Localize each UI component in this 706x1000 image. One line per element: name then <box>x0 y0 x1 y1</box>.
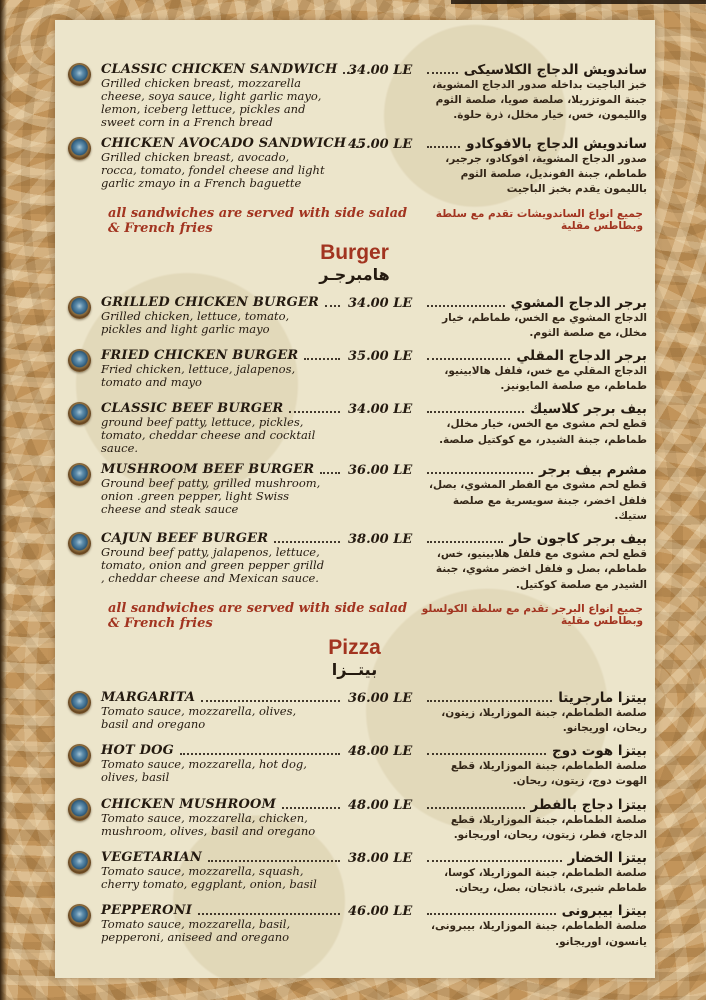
dotted-leader <box>201 700 340 702</box>
item-english-block <box>101 850 343 896</box>
item-arabic-block <box>425 401 647 455</box>
serving-note-row <box>62 205 647 236</box>
restaurant-seal-icon <box>68 402 91 425</box>
item-desc-ar: صلصة الطماطم، جبنة الموزاريلا، قطع الهوت دوج، زيتون، ريحان. <box>450 760 647 788</box>
item-english-block <box>101 531 343 593</box>
dotted-leader <box>427 541 503 543</box>
item-desc-en: ground beef patty, lettuce, pickles, tomato, cheddar cheese and cocktail sauce. <box>101 415 316 456</box>
item-desc-en: Tomato sauce, mozzarella, olives, basil and oregano <box>101 703 297 731</box>
restaurant-seal-icon <box>68 532 91 555</box>
dotted-leader <box>427 146 460 148</box>
item-name-en: MUSHROOM BEEF BURGER <box>101 462 315 478</box>
item-name-en: GRILLED CHICKEN BURGER <box>101 294 319 310</box>
item-desc-ar: قطع لحم مشوى مع فلفل هلابينيو، خس، طماطم، بصل و فلفل اخضر مشوي، جبنة الشيدر مع صلصة كوكتيل. <box>435 548 647 591</box>
item-desc-ar: قطع لحم مشوى مع الفطر المشوي، بصل، فلفل اخضر، جبنة سويسرية مع صلصة ستيك. <box>429 479 647 522</box>
item-desc-en: Grilled chicken breast, mozzarella cheese, soya sauce, light garlic mayo, lemon, iceberg lettuce, pickles and sweet corn in a French bread <box>101 76 322 129</box>
restaurant-seal-icon <box>68 904 91 927</box>
item-name-ar: بيتزا الخضار <box>567 850 647 867</box>
item-english-block <box>101 295 343 341</box>
item-arabic-block <box>425 348 647 394</box>
item-name-ar: بيف برجر كلاسيك <box>529 401 647 418</box>
dotted-leader <box>427 472 533 474</box>
menu-item-row <box>62 348 647 394</box>
restaurant-seal-icon <box>68 798 91 821</box>
menu-item-row <box>62 690 647 736</box>
item-name-en: FRIED CHICKEN BURGER <box>101 348 299 364</box>
menu-page-panel <box>55 20 655 978</box>
dotted-leader <box>427 700 552 702</box>
item-price: 36.00 LE <box>348 463 413 479</box>
item-price: 35.00 LE <box>348 349 413 365</box>
item-name-en: VEGETARIAN <box>101 850 202 866</box>
item-name-en: CLASSIC BEEF BURGER <box>101 401 284 417</box>
menu-item-row <box>62 903 647 949</box>
serving-note-en: all sandwiches are served with side salad & French fries <box>108 205 408 236</box>
dotted-leader <box>427 358 510 360</box>
item-price: 45.00 LE <box>348 137 413 152</box>
item-arabic-block <box>425 531 647 593</box>
dotted-leader <box>427 807 525 809</box>
dotted-leader <box>208 860 340 862</box>
item-desc-ar: صدور الدجاج المشوية، افوكادو، جرجير، طماطم، جبنة الفونديل، صلصة الثوم بالليمون يقدم بخبز الباجيت <box>445 153 647 196</box>
item-english-block <box>101 797 343 843</box>
item-name-ar: بيف برجر كاجون حار <box>509 531 647 548</box>
section-title-ar: هامبرجـر <box>319 264 390 284</box>
item-desc-ar: صلصة الطماطم، جبنة الموزاريلا، بيبرونى، يانسون، اوريجانو. <box>430 920 647 948</box>
menu-item-row <box>62 136 647 198</box>
item-english-block <box>101 462 343 524</box>
item-name-ar: بيتزا هوت دوج <box>552 743 647 760</box>
item-desc-en: Tomato sauce, mozzarella, squash, cherry tomato, eggplant, onion, basil <box>101 864 317 892</box>
dotted-leader <box>282 807 340 809</box>
menu-item-row <box>62 62 647 129</box>
item-arabic-block <box>425 797 647 843</box>
dotted-leader <box>427 305 505 307</box>
item-arabic-block <box>425 743 647 789</box>
section-title-en: Burger <box>320 240 389 264</box>
item-price: 48.00 LE <box>348 797 413 813</box>
item-name-en: PEPPERONI <box>101 903 193 919</box>
item-name-ar: بيتزا دجاج بالفطر <box>530 796 647 813</box>
restaurant-seal-icon <box>68 349 91 372</box>
item-desc-ar: خبز الباجيت بداخله صدور الدجاج المشوية، جبنة الموتزريلا، صلصة صويا، صلصة الثوم والليمون، خس، خيار مخلل، ذرة حلوة. <box>432 79 647 122</box>
restaurant-seal-icon <box>68 851 91 874</box>
menu-item-row <box>62 295 647 341</box>
item-name-ar: برجر الدجاج المشوي <box>510 294 647 311</box>
restaurant-seal-icon <box>68 744 91 767</box>
item-name-ar: برجر الدجاج المقلي <box>516 348 647 365</box>
item-name-ar: ساندويش الدجاج بالافوكادو <box>466 136 647 152</box>
item-english-block <box>101 62 343 129</box>
item-arabic-block <box>425 850 647 896</box>
menu-item-row <box>62 531 647 593</box>
serving-note-en: all sandwiches are served with side salad & French fries <box>108 600 408 631</box>
dotted-leader <box>289 411 340 413</box>
item-desc-ar: قطع لحم مشوى مع الخس، خيار مخلل، طماطم، جبنة الشيدر، مع كوكتيل صلصة. <box>439 418 647 446</box>
item-desc-ar: صلصة الطماطم، جبنة الموزاريلا، كوسا، طماطم شيرى، باذنجان، بصل، ريحان. <box>444 867 647 895</box>
dotted-leader <box>427 411 524 413</box>
menu-item-row <box>62 401 647 455</box>
item-arabic-block <box>425 62 647 129</box>
item-price: 46.00 LE <box>348 904 413 920</box>
serving-note-ar: جميع انواع الساندويشات تقدم مع سلطة وبطاطس مقلية <box>435 207 643 232</box>
item-price: 34.00 LE <box>348 63 413 78</box>
item-arabic-block <box>425 690 647 736</box>
item-desc-en: Tomato sauce, mozzarella, chicken, mushroom, olives, basil and oregano <box>101 810 316 838</box>
item-desc-en: Tomato sauce, mozzarella, basil, pepperoni, aniseed and oregano <box>101 917 291 945</box>
serving-note-ar: جميع انواع البرجر تقدم مع سلطة الكولسلو وبطاطس مقلية <box>421 602 643 627</box>
dotted-leader <box>198 913 340 915</box>
item-price: 34.00 LE <box>348 295 413 311</box>
dotted-leader <box>180 753 340 755</box>
restaurant-seal-icon <box>68 63 91 86</box>
item-english-block <box>101 136 347 198</box>
item-english-block <box>101 690 343 736</box>
section-header-pizza <box>62 636 647 681</box>
item-desc-ar: صلصة الطماطم، جبنة الموزاريلا، زيتون، ريحان، اوريجانو. <box>441 706 647 734</box>
item-name-en: CAJUN BEEF BURGER <box>101 531 269 547</box>
menu-item-row <box>62 462 647 524</box>
item-arabic-block <box>425 295 647 341</box>
item-desc-en: Grilled chicken, lettuce, tomato, pickles and light garlic mayo <box>101 308 290 336</box>
menu-item-row <box>62 743 647 789</box>
item-desc-en: Ground beef patty, jalapenos, lettuce, tomato, onion and green pepper grilld , cheddar cheese and Mexican sauce. <box>101 545 325 586</box>
dotted-leader <box>304 358 340 360</box>
item-price: 48.00 LE <box>348 744 413 760</box>
item-english-block <box>101 903 343 949</box>
item-name-ar: ساندويش الدجاج الكلاسيكى <box>463 62 647 78</box>
item-desc-en: Ground beef patty, grilled mushroom, onion .green pepper, light Swiss cheese and steak sauce <box>101 476 321 517</box>
item-name-en: CHICKEN AVOCADO SANDWICH <box>101 136 347 151</box>
item-arabic-block <box>425 136 647 198</box>
item-desc-en: Grilled chicken breast, avocado, rocca, tomato, fondel cheese and light garlic zmayo in a French baguette <box>101 150 325 190</box>
item-name-en: MARGARITA <box>101 689 196 705</box>
restaurant-seal-icon <box>68 691 91 714</box>
item-price: 38.00 LE <box>348 851 413 867</box>
item-arabic-block <box>425 462 647 524</box>
restaurant-seal-icon <box>68 296 91 319</box>
item-english-block <box>101 743 343 789</box>
dotted-leader <box>427 72 458 74</box>
item-name-ar: بيتزا مارجريتا <box>558 689 647 706</box>
section-header-burger <box>62 241 647 286</box>
item-name-en: HOT DOG <box>101 743 174 759</box>
serving-note-row <box>62 600 647 631</box>
section-title-en: Pizza <box>328 635 381 659</box>
dotted-leader <box>427 753 546 755</box>
page-left-edge-shadow <box>0 0 7 1000</box>
dotted-leader <box>427 860 562 862</box>
dotted-leader <box>325 305 340 307</box>
restaurant-seal-icon <box>68 137 91 160</box>
item-price: 34.00 LE <box>348 402 413 418</box>
page-top-edge-shadow <box>451 0 706 4</box>
item-desc-en: Tomato sauce, mozzarella, hot dog, olives, basil <box>101 757 307 785</box>
item-desc-ar: صلصة الطماطم، جبنة الموزاريلا، قطع الدجاج، فطر، زيتون، ريحان، اوريجانو. <box>450 813 647 841</box>
section-title-ar: بيتــزا <box>331 659 378 679</box>
dotted-leader <box>427 913 556 915</box>
menu-item-row <box>62 797 647 843</box>
item-name-en: CHICKEN MUSHROOM <box>101 796 277 812</box>
item-desc-ar: الدجاج المشوي مع الخس، طماطم، خيار مخلل، مع صلصة الثوم. <box>442 311 647 339</box>
menu-item-row <box>62 850 647 896</box>
restaurant-seal-icon <box>68 463 91 486</box>
item-name-en: CLASSIC CHICKEN SANDWICH <box>101 62 338 77</box>
dotted-leader <box>274 541 340 543</box>
item-english-block <box>101 401 343 455</box>
item-price: 36.00 LE <box>348 690 413 706</box>
item-price: 38.00 LE <box>348 532 413 548</box>
item-name-ar: مشرم بيف برجر <box>538 462 647 479</box>
item-desc-ar: الدجاج المقلي مع خس، فلفل هالابينيو، طماطم، مع صلصة المايونيز. <box>444 365 647 393</box>
item-english-block <box>101 348 343 394</box>
item-arabic-block <box>425 903 647 949</box>
item-name-ar: بيتزا بيبرونى <box>561 903 647 920</box>
item-desc-en: Fried chicken, lettuce, jalapenos, tomato and mayo <box>101 362 296 390</box>
dotted-leader <box>320 472 340 474</box>
